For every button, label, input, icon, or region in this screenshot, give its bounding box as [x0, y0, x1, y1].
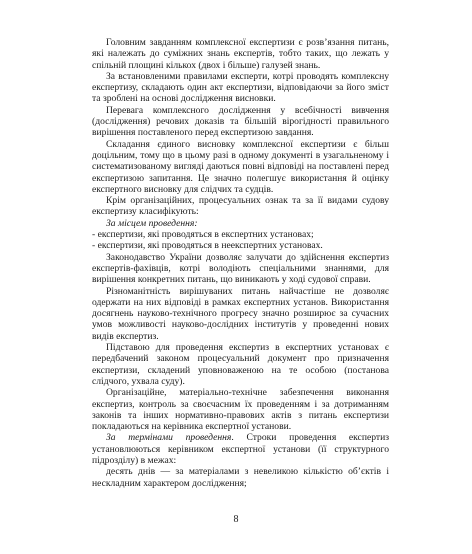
paragraph-ten-days: десять днів — за матеріалами з невеликою кількістю об’єктів і нескладним характером дослідження; — [92, 466, 389, 489]
paragraph-by-terms-text: . Строки проведення експертиз установлюються керівником експертної установи (її структурного підрозділу) в межах: — [92, 432, 389, 466]
paragraph-classification: Крім організаційних, процесуальних ознак та за її видами судову експертизу класифікують: — [92, 195, 389, 218]
subheading-by-place: За місцем проведення: — [106, 217, 198, 229]
subheading-by-terms: За термінами проведення — [106, 432, 232, 444]
list-item-non-expert-institutions: - експертизи, які проводяться в неекспертних установах. — [92, 240, 323, 252]
paragraph-joint-report: За встановленими правилами експерти, котрі проводять комплексну експертизу, складають один акт експертизи, відповідаючи за його зміст та зроблені на основі дослідження висновки. — [92, 70, 389, 105]
paragraph-complex-expertise-task: Головним завданням комплексної експертизи є розв’язання питань, які належать до суміжних знань експертів, тобто таких, що лежать у спільній площині кількох (двох і більше) галузей знань. — [92, 37, 389, 71]
list-item-expert-institutions: - експертизи, які проводяться в експертних установах; — [92, 229, 314, 241]
paragraph-legislation: Законодавство України дозволяє залучати до здійснення експертиз експертів-фахівців, котрі володіють спеціальними знаннями, для вирішення конкретних питань, що виникають у ході судової справи. — [92, 251, 389, 286]
paragraph-organizational-support: Організаційне, матеріально-технічне забезпечення виконання експертиз, контроль за своєчасним їх проведенням і за дотриманням законів та інших нормативно-правових актів з питань експертизи покладаються на керівника експертної установи. — [92, 387, 389, 433]
document-page — [92, 37, 389, 489]
paragraph-grounds: Підставою для проведення експертиз в експертних установах є передбачений законом процесуальний документ про призначення експертизи, складений уповноваженою на те особою (постанова слідчого, ухвала суду). — [92, 342, 389, 387]
paragraph-diversity: Різноманітність вирішуваних питань найчастіше не дозволяє одержати на них відповіді в рамках експертних установ. Використання досягнень науково-технічного прогресу значно розширює за сучасних умов можливості науково-дослідних інститутів у проведенні нових видів експертиз. — [92, 285, 389, 342]
paragraph-single-conclusion: Складання єдиного висновку комплексної експертизи є більш доцільним, тому що в цьому разі в одному документі в узагальненому і систематизованому вигляді даються повні відповіді на поставлені перед експертизою запитання. Це значно полегшує використання й оцінку експертного висновку для слідчих та судців. — [92, 138, 389, 195]
paragraph-by-terms — [92, 432, 389, 466]
paragraph-advantage: Перевага комплексного дослідження у всебічності вивчення (дослідження) речових доказів та більшій вірогідності правильного вирішення поставленого перед експертизою завдання. — [92, 104, 389, 139]
page-number: 8 — [233, 514, 239, 525]
